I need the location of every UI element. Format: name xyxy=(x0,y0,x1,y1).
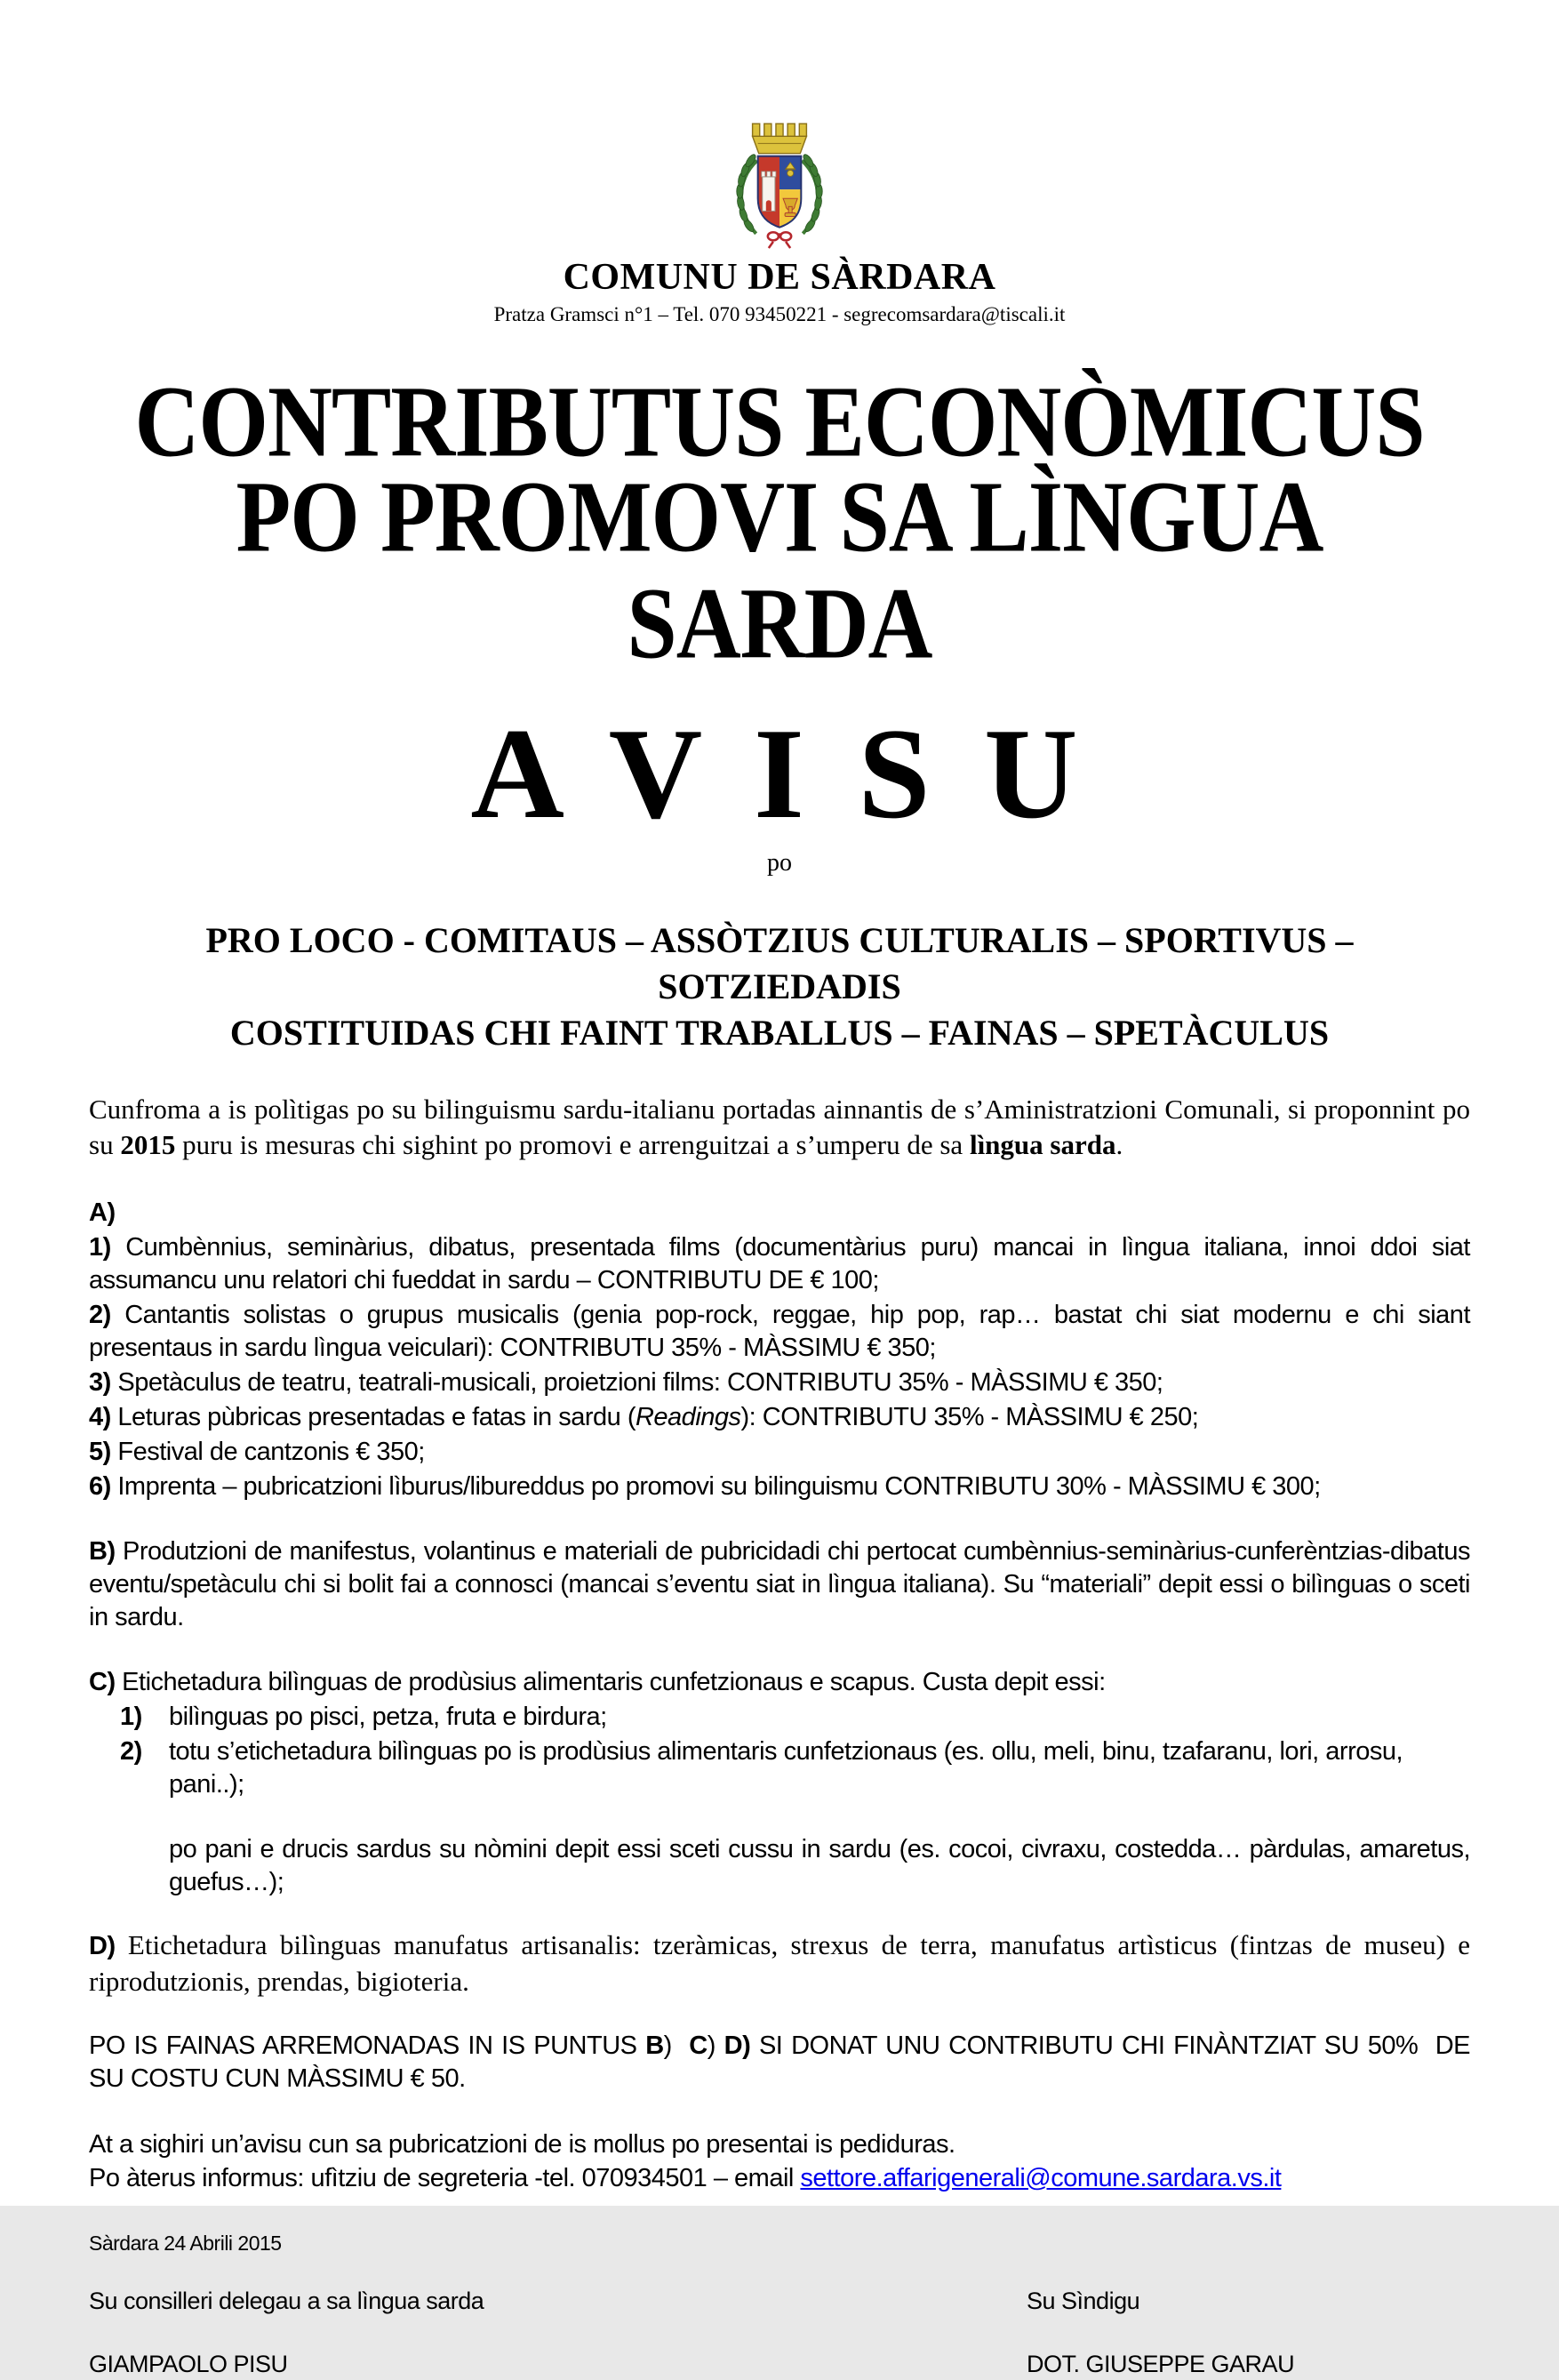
intro-run3: . xyxy=(1115,1128,1123,1160)
section-a-label: A) xyxy=(89,1198,116,1227)
municipal-crest-icon xyxy=(713,116,846,251)
document-title-line2: PO PROMOVI SA LÌNGUA SARDA xyxy=(236,461,1323,681)
section-c-item-1: 1) bilìnguas po pisci, petza, fruta e birdura; xyxy=(120,1702,607,1731)
recipients-line2: COSTITUIDAS CHI FAINT TRABALLUS – FAINAS – SPETÀCULUS xyxy=(229,1012,1330,1053)
closing-line2: Po àterus informus: ufìtziu de segreteria -tel. 070934501 – email settore.affarigenerali@comune.sardara.vs.it xyxy=(89,2163,1282,2192)
recipients-block xyxy=(89,918,1470,1056)
section-c-item-2: 2) totu s’etichetadura bilìnguas po is prodùsius alimentaris cunfetzionaus (es. ollu, meli, binu, tzafaranu, lori, arrosu, pani..); xyxy=(120,1736,1403,1799)
mural-crown-icon xyxy=(753,124,807,153)
intro-bold-year: 2015 xyxy=(120,1128,176,1160)
ribbon-bow-icon xyxy=(768,232,791,248)
commune-address: Pratza Gramsci n°1 – Tel. 070 93450221 - segrecomsardara@tiscali.it xyxy=(493,303,1066,326)
shield-icon xyxy=(758,156,802,229)
recipients-line1: PRO LOCO - COMITAUS – ASSÒTZIUS CULTURALIS – SPORTIVUS – SOTZIEDADIS xyxy=(205,919,1354,1006)
section-a-item-1: 1) Cumbènnius, seminàrius, dibatus, presentada films (documentàrius puru) mancai in lìngua italiana, innoi ddoi siat assumancu unu relatori chi fueddat in sardu – CONTRIBUTU DE € 100; xyxy=(89,1232,1470,1294)
right-signer-name: DOT. GIUSEPPE GARAU xyxy=(1027,2350,1295,2377)
section-d-paragraph: D) Etichetadura bilìnguas manufatus artisanalis: tzeràmicas, strexus de terra, manufatus artìsticus (fintzas de museu) e riprodutzionis, prendas, bigioteria. xyxy=(89,1928,1470,1997)
document-title-line1: CONTRIBUTUS ECONÒMICUS xyxy=(134,365,1425,479)
intro-run1: Cunfroma a is polìtigas po su bilinguismu sardu-italianu portadas ainnantis de s’Aministratzioni Comunali, si proponnint po su xyxy=(89,1093,1470,1160)
left-signer-name: GIAMPAOLO PISU xyxy=(89,2350,288,2377)
avisu-subtitle: po xyxy=(767,849,792,877)
left-signer-role: Su consilleri delegau a sa lìngua sarda xyxy=(89,2287,484,2314)
signature-roles-row xyxy=(89,2286,1470,2317)
document-title xyxy=(89,365,1470,681)
section-a-item-3: 3) Spetàculus de teatru, teatrali-musicali, proietzioni films: CONTRIBUTU 35% - MÀSSIMU € 350; xyxy=(89,1367,1163,1397)
signature-names-row xyxy=(89,2349,1470,2380)
avisu-heading: A V I S U xyxy=(470,701,1089,846)
section-b-paragraph: B) Produtzioni de manifestus, volantinus e materiali de pubricidadi chi pertocat cumbènnius-seminàrius-cunferèntzias-dibatus eventu/spetàculu chi si bolit fai a connosci (mancai s’eventu siat in lìngua italiana). Su “materiali” depit essi o bilìnguas o sceti in sardu. xyxy=(89,1536,1470,1631)
intro-run2: puru is mesuras chi sighint po promovi e arrenguitzai a s’umperu de sa xyxy=(175,1128,970,1160)
section-c-extra-paragraph: po pani e drucis sardus su nòmini depit essi sceti cussu in sardu (es. cocoi, civraxu, costedda… pàrdulas, amaretus, guefus…); xyxy=(169,1834,1470,1896)
contribution-note: PO IS FAINAS ARREMONADAS IN IS PUNTUS B) C) D) SI DONAT UNU CONTRIBUTU CHI FINÀNTZIAT SU 50% DE SU COSTU CUN MÀSSIMU € 50. xyxy=(89,2031,1477,2093)
closing-line1: At a sighiri un’avisu cun sa pubricatzioni de is mollus po presentai is pediduras. xyxy=(89,2129,955,2159)
section-c-heading: C) Etichetadura bilìnguas de prodùsius alimentaris cunfetzionaus e scapus. Custa depit essi: xyxy=(89,1667,1106,1696)
commune-name: COMUNU DE SÀRDARA xyxy=(563,257,996,298)
intro-paragraph xyxy=(89,1092,1470,1163)
tower-icon xyxy=(762,172,776,212)
section-a-item-6: 6) Imprenta – pubricatzioni lìburus/libureddus po promovi su bilinguismu CONTRIBUTU 30% - MÀSSIMU € 300; xyxy=(89,1471,1321,1501)
right-signer-role: Su Sìndigu xyxy=(1027,2287,1140,2314)
date-line: Sàrdara 24 Abrili 2015 xyxy=(89,2231,282,2255)
intro-bold-lingua: lìngua sarda xyxy=(969,1128,1116,1160)
email-link[interactable]: settore.affarigenerali@comune.sardara.vs.it xyxy=(800,2163,1282,2192)
section-a-item-4: 4) Leturas pùbricas presentadas e fatas in sardu (Readings): CONTRIBUTU 35% - MÀSSIMU € 250; xyxy=(89,1402,1199,1431)
section-a-item-2: 2) Cantantis solistas o grupus musicalis (genia pop-rock, reggae, hip pop, rap… bastat chi siat modernu e chi siant presentaus in sardu lìngua veiculari): CONTRIBUTU 35% - MÀSSIMU € 350; xyxy=(89,1300,1470,1362)
section-a-item-5: 5) Festival de cantzonis € 350; xyxy=(89,1437,425,1466)
